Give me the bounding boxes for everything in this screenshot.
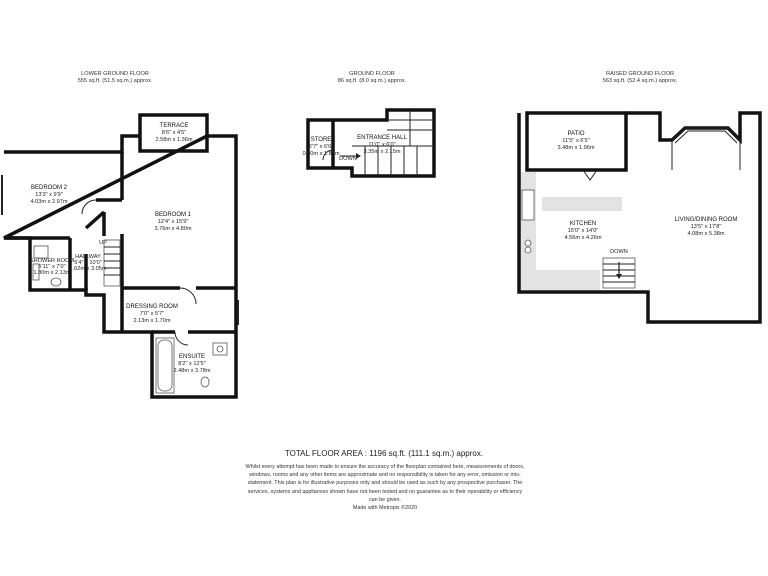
shower-room-toilet xyxy=(51,278,61,286)
patio-metric: 3.48m x 1.96m xyxy=(557,145,595,151)
bedroom1-door-arc xyxy=(180,288,196,304)
raised-floor-title: RAISED GROUND FLOOR xyxy=(605,71,675,77)
bedroom1-label: BEDROOM 1 xyxy=(154,212,192,218)
raised-ground-floor-plan xyxy=(519,113,760,322)
shower-tray xyxy=(34,246,48,258)
kitchen-sink xyxy=(522,190,534,220)
dressing-label: DRESSING ROOM xyxy=(126,304,178,310)
entrance-label: ENTRANCE HALL xyxy=(357,135,407,141)
kitchen-metric: 4.56m x 4.26m xyxy=(564,235,602,241)
bedroom2-metric: 4.03m x 2.97m xyxy=(30,199,68,205)
ensuite-label: ENSUITE xyxy=(178,354,206,360)
hob-ring-2 xyxy=(525,247,531,253)
kitchen-label: KITCHEN xyxy=(569,221,597,227)
shower-label: SHOWER ROOM xyxy=(29,258,75,264)
hallway-imperial: 5'4" x 10'0" xyxy=(74,260,102,266)
disclaimer-block xyxy=(244,463,526,512)
living-metric: 4.08m x 5.38m xyxy=(687,231,725,237)
credit-text: Made with Metropix ©2020 xyxy=(352,505,418,512)
hallway-stairs xyxy=(104,240,120,286)
terrace-imperial: 8'6" x 4'5" xyxy=(161,130,187,136)
store-label: STORE xyxy=(310,137,332,143)
dressing-metric: 2.13m x 1.70m xyxy=(133,318,171,324)
store-imperial: 2'7" x 6'0" xyxy=(308,144,334,150)
stairs-up-label: UP xyxy=(99,240,107,246)
kitchen-island xyxy=(542,197,622,211)
bedroom2-door-arc xyxy=(82,200,96,214)
ensuite-basin-bowl xyxy=(217,346,223,352)
kitchen-imperial: 15'0" x 14'0" xyxy=(567,228,599,234)
raised-stairs xyxy=(603,258,635,288)
ensuite-metric: 2.48m x 3.78m xyxy=(173,368,211,374)
dressing-imperial: 7'0" x 5'7" xyxy=(139,311,165,317)
total-floor-area: TOTAL FLOOR AREA : 1196 sq.ft. (111.1 sq.m.) approx. xyxy=(284,449,484,458)
hob-ring-1 xyxy=(525,240,531,246)
ground-floor-plan xyxy=(303,110,435,176)
shower-imperial: 5'11" x 7'0" xyxy=(38,264,66,270)
patio-imperial: 11'5" x 6'5" xyxy=(562,138,590,144)
raised-stairs-down-label: DOWN xyxy=(610,249,628,255)
raised-floor-area: 563 sq.ft. (52.4 sq.m.) approx. xyxy=(602,78,678,84)
hallway-metric: 1.62m x 3.05m xyxy=(69,266,107,272)
patio-label: PATIO xyxy=(567,131,585,137)
living-label: LIVING/DINING ROOM xyxy=(674,217,738,223)
store-metric: 0.80m x 1.83m xyxy=(302,151,340,157)
living-imperial: 13'5" x 17'8" xyxy=(690,224,722,230)
ensuite-toilet xyxy=(201,377,209,387)
terrace-metric: 2.58m x 1.36m xyxy=(155,137,193,143)
shower-metric: 1.80m x 2.13m xyxy=(33,270,71,276)
lower-floor-title: LOWER GROUND FLOOR xyxy=(81,71,149,77)
bedroom1-imperial: 12'4" x 15'9" xyxy=(157,219,189,225)
lower-floor-area: 555 sq.ft. (51.5 sq.m.) approx. xyxy=(77,78,153,84)
hallway-label: HALLWAY xyxy=(75,254,101,260)
lower-ground-floor-plan xyxy=(2,115,238,397)
ground-floor-title: GROUND FLOOR xyxy=(349,71,395,77)
ensuite-door-arc xyxy=(175,332,188,345)
ground-floor-area: 86 sq.ft. (8.0 sq.m.) approx. xyxy=(337,78,407,84)
bedroom2-imperial: 13'3" x 9'9" xyxy=(35,192,63,198)
bedroom2-label: BEDROOM 2 xyxy=(30,185,68,191)
disclaimer-text: Whilst every attempt has been made to ensure the accuracy of the floorplan contained here, measurements of doors, windows, rooms and any other items are approximate and no responsibility is taken for any error, omission or mis-statement. This plan is for illustrative purposes only and should be used as such by any prospective purchaser. The services, systems and appliances shown have not been tested and no guarantee as to their operability or efficiency can be given. xyxy=(245,464,525,503)
terrace-label: TERRACE xyxy=(159,123,189,129)
entrance-imperial: 11'0" x 6'0" xyxy=(368,142,396,148)
bay-window-inner xyxy=(675,131,737,143)
bedroom1-metric: 3.76m x 4.80m xyxy=(154,226,192,232)
ground-stairs-down-label: DOWN xyxy=(339,156,357,162)
ensuite-bath-inner xyxy=(158,340,172,391)
entrance-metric: 3.35m x 2.15m xyxy=(363,149,401,155)
ensuite-imperial: 8'2" x 12'5" xyxy=(178,361,206,367)
